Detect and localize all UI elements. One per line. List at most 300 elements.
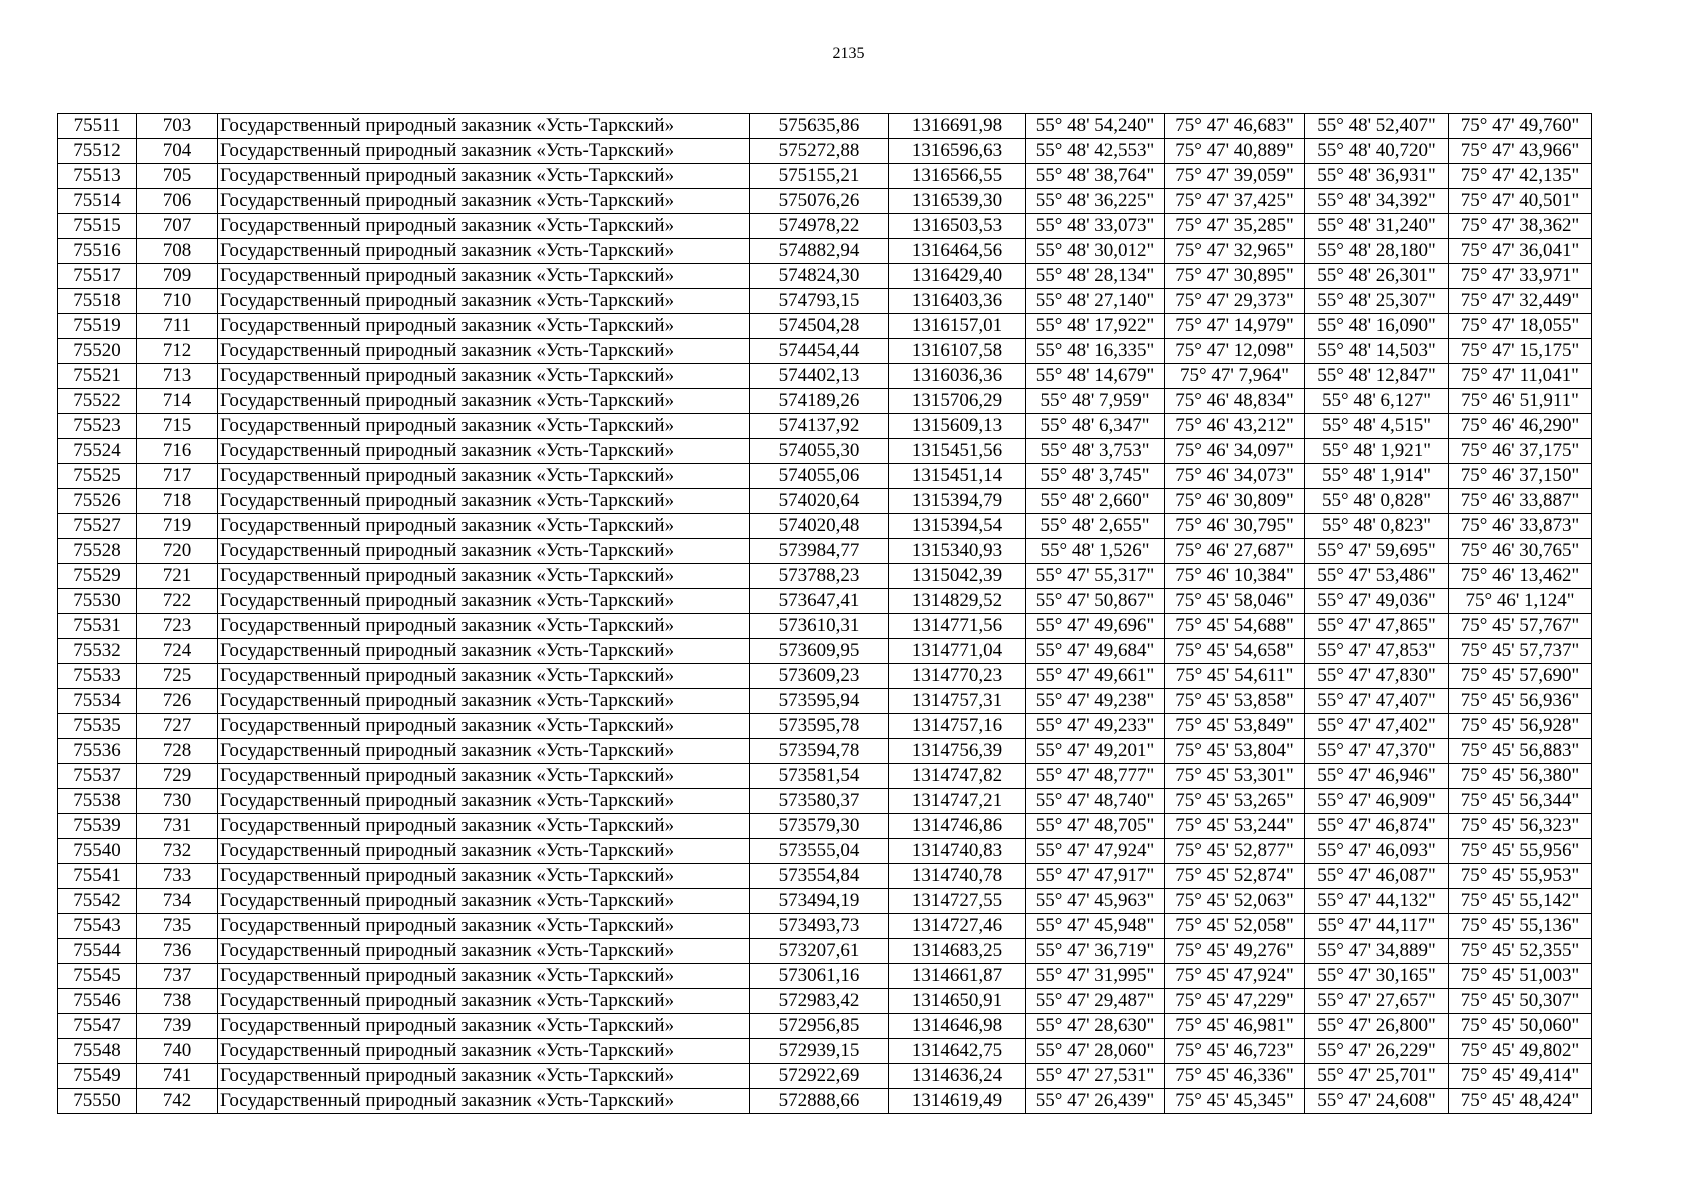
object-name-cell: Государственный природный заказник «Усть-Таркский» — [218, 339, 750, 364]
latitude-1-cell: 55° 47' 45,948" — [1026, 914, 1165, 939]
point-number-cell: 711 — [137, 314, 218, 339]
coordinate-y-cell: 1314757,16 — [889, 714, 1026, 739]
object-name-cell: Государственный природный заказник «Усть-Таркский» — [218, 139, 750, 164]
record-number-cell: 75549 — [58, 1064, 137, 1089]
latitude-2-cell: 55° 47' 24,608" — [1305, 1089, 1449, 1114]
longitude-2-cell: 75° 47' 18,055" — [1449, 314, 1592, 339]
longitude-1-cell: 75° 47' 12,098" — [1165, 339, 1305, 364]
table-row — [58, 514, 1592, 539]
table-row — [58, 664, 1592, 689]
longitude-1-cell: 75° 45' 47,229" — [1165, 989, 1305, 1014]
latitude-1-cell: 55° 48' 27,140" — [1026, 289, 1165, 314]
latitude-2-cell: 55° 48' 12,847" — [1305, 364, 1449, 389]
point-number-cell: 715 — [137, 414, 218, 439]
table-row — [58, 814, 1592, 839]
object-name-cell: Государственный природный заказник «Усть-Таркский» — [218, 739, 750, 764]
point-number-cell: 737 — [137, 964, 218, 989]
latitude-2-cell: 55° 48' 34,392" — [1305, 189, 1449, 214]
coordinate-y-cell: 1314771,04 — [889, 639, 1026, 664]
latitude-1-cell: 55° 47' 27,531" — [1026, 1064, 1165, 1089]
longitude-2-cell: 75° 45' 56,323" — [1449, 814, 1592, 839]
point-number-cell: 729 — [137, 764, 218, 789]
coordinate-x-cell: 574055,06 — [750, 464, 889, 489]
latitude-1-cell: 55° 47' 29,487" — [1026, 989, 1165, 1014]
record-number-cell: 75541 — [58, 864, 137, 889]
longitude-1-cell: 75° 47' 39,059" — [1165, 164, 1305, 189]
object-name-cell: Государственный природный заказник «Усть-Таркский» — [218, 964, 750, 989]
record-number-cell: 75522 — [58, 389, 137, 414]
record-number-cell: 75524 — [58, 439, 137, 464]
coordinate-y-cell: 1315609,13 — [889, 414, 1026, 439]
point-number-cell: 725 — [137, 664, 218, 689]
longitude-1-cell: 75° 47' 40,889" — [1165, 139, 1305, 164]
latitude-1-cell: 55° 47' 26,439" — [1026, 1089, 1165, 1114]
latitude-2-cell: 55° 47' 26,800" — [1305, 1014, 1449, 1039]
latitude-2-cell: 55° 47' 44,117" — [1305, 914, 1449, 939]
coordinate-y-cell: 1314771,56 — [889, 614, 1026, 639]
record-number-cell: 75513 — [58, 164, 137, 189]
table-row — [58, 339, 1592, 364]
coordinate-x-cell: 573555,04 — [750, 839, 889, 864]
longitude-2-cell: 75° 47' 40,501" — [1449, 189, 1592, 214]
longitude-2-cell: 75° 45' 56,928" — [1449, 714, 1592, 739]
longitude-1-cell: 75° 45' 52,874" — [1165, 864, 1305, 889]
coordinate-y-cell: 1316539,30 — [889, 189, 1026, 214]
coordinate-y-cell: 1316157,01 — [889, 314, 1026, 339]
latitude-1-cell: 55° 48' 6,347" — [1026, 414, 1165, 439]
record-number-cell: 75539 — [58, 814, 137, 839]
longitude-1-cell: 75° 46' 10,384" — [1165, 564, 1305, 589]
point-number-cell: 710 — [137, 289, 218, 314]
record-number-cell: 75547 — [58, 1014, 137, 1039]
coordinate-y-cell: 1315394,54 — [889, 514, 1026, 539]
table-row — [58, 614, 1592, 639]
latitude-1-cell: 55° 47' 48,777" — [1026, 764, 1165, 789]
coordinate-y-cell: 1314756,39 — [889, 739, 1026, 764]
object-name-cell: Государственный природный заказник «Усть-Таркский» — [218, 389, 750, 414]
point-number-cell: 722 — [137, 589, 218, 614]
coordinate-x-cell: 573493,73 — [750, 914, 889, 939]
table-row — [58, 264, 1592, 289]
longitude-2-cell: 75° 46' 51,911" — [1449, 389, 1592, 414]
record-number-cell: 75544 — [58, 939, 137, 964]
coordinate-y-cell: 1315451,56 — [889, 439, 1026, 464]
coordinate-y-cell: 1314746,86 — [889, 814, 1026, 839]
longitude-1-cell: 75° 47' 30,895" — [1165, 264, 1305, 289]
latitude-2-cell: 55° 47' 47,407" — [1305, 689, 1449, 714]
object-name-cell: Государственный природный заказник «Усть-Таркский» — [218, 489, 750, 514]
coordinate-y-cell: 1314770,23 — [889, 664, 1026, 689]
point-number-cell: 726 — [137, 689, 218, 714]
longitude-1-cell: 75° 47' 35,285" — [1165, 214, 1305, 239]
longitude-1-cell: 75° 45' 52,058" — [1165, 914, 1305, 939]
latitude-2-cell: 55° 47' 47,370" — [1305, 739, 1449, 764]
coordinate-x-cell: 574055,30 — [750, 439, 889, 464]
latitude-1-cell: 55° 47' 49,661" — [1026, 664, 1165, 689]
object-name-cell: Государственный природный заказник «Усть-Таркский» — [218, 789, 750, 814]
table-row — [58, 1064, 1592, 1089]
coordinate-x-cell: 574793,15 — [750, 289, 889, 314]
latitude-1-cell: 55° 48' 30,012" — [1026, 239, 1165, 264]
coordinate-x-cell: 574020,64 — [750, 489, 889, 514]
coordinate-x-cell: 573595,94 — [750, 689, 889, 714]
coordinate-x-cell: 573788,23 — [750, 564, 889, 589]
coordinate-x-cell: 573207,61 — [750, 939, 889, 964]
table-row — [58, 364, 1592, 389]
longitude-2-cell: 75° 45' 56,883" — [1449, 739, 1592, 764]
table-row — [58, 789, 1592, 814]
table-row — [58, 1014, 1592, 1039]
point-number-cell: 724 — [137, 639, 218, 664]
table-row — [58, 639, 1592, 664]
longitude-2-cell: 75° 45' 55,142" — [1449, 889, 1592, 914]
longitude-2-cell: 75° 47' 11,041" — [1449, 364, 1592, 389]
object-name-cell: Государственный природный заказник «Усть-Таркский» — [218, 164, 750, 189]
point-number-cell: 739 — [137, 1014, 218, 1039]
record-number-cell: 75529 — [58, 564, 137, 589]
longitude-1-cell: 75° 45' 54,688" — [1165, 614, 1305, 639]
object-name-cell: Государственный природный заказник «Усть-Таркский» — [218, 364, 750, 389]
object-name-cell: Государственный природный заказник «Усть-Таркский» — [218, 289, 750, 314]
longitude-2-cell: 75° 47' 33,971" — [1449, 264, 1592, 289]
table-row — [58, 464, 1592, 489]
coordinate-y-cell: 1316036,36 — [889, 364, 1026, 389]
longitude-1-cell: 75° 45' 53,265" — [1165, 789, 1305, 814]
record-number-cell: 75532 — [58, 639, 137, 664]
coordinate-x-cell: 572983,42 — [750, 989, 889, 1014]
coordinate-x-cell: 573609,23 — [750, 664, 889, 689]
longitude-1-cell: 75° 46' 34,073" — [1165, 464, 1305, 489]
table-row — [58, 489, 1592, 514]
latitude-2-cell: 55° 47' 59,695" — [1305, 539, 1449, 564]
longitude-2-cell: 75° 46' 13,462" — [1449, 564, 1592, 589]
table-row — [58, 689, 1592, 714]
coordinate-y-cell: 1316691,98 — [889, 114, 1026, 139]
latitude-1-cell: 55° 47' 28,630" — [1026, 1014, 1165, 1039]
longitude-2-cell: 75° 45' 48,424" — [1449, 1089, 1592, 1114]
latitude-1-cell: 55° 48' 2,660" — [1026, 489, 1165, 514]
coordinate-x-cell: 573579,30 — [750, 814, 889, 839]
coordinate-y-cell: 1315451,14 — [889, 464, 1026, 489]
point-number-cell: 719 — [137, 514, 218, 539]
coordinate-x-cell: 575155,21 — [750, 164, 889, 189]
coordinate-y-cell: 1314727,55 — [889, 889, 1026, 914]
latitude-2-cell: 55° 47' 46,946" — [1305, 764, 1449, 789]
coordinate-x-cell: 573609,95 — [750, 639, 889, 664]
record-number-cell: 75526 — [58, 489, 137, 514]
longitude-1-cell: 75° 47' 14,979" — [1165, 314, 1305, 339]
latitude-2-cell: 55° 48' 4,515" — [1305, 414, 1449, 439]
longitude-1-cell: 75° 45' 58,046" — [1165, 589, 1305, 614]
coordinate-x-cell: 574137,92 — [750, 414, 889, 439]
longitude-2-cell: 75° 46' 33,873" — [1449, 514, 1592, 539]
coordinate-x-cell: 574824,30 — [750, 264, 889, 289]
latitude-1-cell: 55° 47' 49,201" — [1026, 739, 1165, 764]
table-row — [58, 889, 1592, 914]
point-number-cell: 709 — [137, 264, 218, 289]
point-number-cell: 740 — [137, 1039, 218, 1064]
latitude-2-cell: 55° 47' 47,865" — [1305, 614, 1449, 639]
latitude-1-cell: 55° 47' 48,740" — [1026, 789, 1165, 814]
latitude-2-cell: 55° 48' 36,931" — [1305, 164, 1449, 189]
table-row — [58, 564, 1592, 589]
table-row — [58, 839, 1592, 864]
latitude-1-cell: 55° 48' 3,745" — [1026, 464, 1165, 489]
latitude-2-cell: 55° 48' 28,180" — [1305, 239, 1449, 264]
point-number-cell: 727 — [137, 714, 218, 739]
coordinate-y-cell: 1315394,79 — [889, 489, 1026, 514]
point-number-cell: 707 — [137, 214, 218, 239]
latitude-2-cell: 55° 47' 46,087" — [1305, 864, 1449, 889]
table-row — [58, 964, 1592, 989]
record-number-cell: 75545 — [58, 964, 137, 989]
longitude-2-cell: 75° 45' 55,956" — [1449, 839, 1592, 864]
record-number-cell: 75523 — [58, 414, 137, 439]
longitude-2-cell: 75° 45' 55,136" — [1449, 914, 1592, 939]
point-number-cell: 708 — [137, 239, 218, 264]
table-row — [58, 714, 1592, 739]
coordinate-y-cell: 1316429,40 — [889, 264, 1026, 289]
object-name-cell: Государственный природный заказник «Усть-Таркский» — [218, 1014, 750, 1039]
latitude-2-cell: 55° 48' 52,407" — [1305, 114, 1449, 139]
latitude-1-cell: 55° 47' 49,684" — [1026, 639, 1165, 664]
record-number-cell: 75546 — [58, 989, 137, 1014]
latitude-1-cell: 55° 47' 49,696" — [1026, 614, 1165, 639]
longitude-1-cell: 75° 46' 27,687" — [1165, 539, 1305, 564]
coordinate-y-cell: 1315042,39 — [889, 564, 1026, 589]
table-row — [58, 589, 1592, 614]
object-name-cell: Государственный природный заказник «Усть-Таркский» — [218, 539, 750, 564]
table-row — [58, 189, 1592, 214]
latitude-2-cell: 55° 47' 46,874" — [1305, 814, 1449, 839]
latitude-1-cell: 55° 48' 42,553" — [1026, 139, 1165, 164]
point-number-cell: 705 — [137, 164, 218, 189]
longitude-2-cell: 75° 47' 36,041" — [1449, 239, 1592, 264]
object-name-cell: Государственный природный заказник «Усть-Таркский» — [218, 189, 750, 214]
table-row — [58, 739, 1592, 764]
latitude-1-cell: 55° 48' 3,753" — [1026, 439, 1165, 464]
latitude-1-cell: 55° 47' 31,995" — [1026, 964, 1165, 989]
latitude-1-cell: 55° 48' 36,225" — [1026, 189, 1165, 214]
point-number-cell: 716 — [137, 439, 218, 464]
longitude-2-cell: 75° 46' 37,175" — [1449, 439, 1592, 464]
latitude-2-cell: 55° 48' 31,240" — [1305, 214, 1449, 239]
longitude-1-cell: 75° 47' 32,965" — [1165, 239, 1305, 264]
table-row — [58, 539, 1592, 564]
coordinate-x-cell: 573647,41 — [750, 589, 889, 614]
coordinate-y-cell: 1314740,83 — [889, 839, 1026, 864]
longitude-2-cell: 75° 45' 57,737" — [1449, 639, 1592, 664]
longitude-2-cell: 75° 46' 30,765" — [1449, 539, 1592, 564]
point-number-cell: 738 — [137, 989, 218, 1014]
record-number-cell: 75528 — [58, 539, 137, 564]
page-number: 2135 — [832, 45, 865, 62]
latitude-2-cell: 55° 47' 25,701" — [1305, 1064, 1449, 1089]
latitude-1-cell: 55° 47' 28,060" — [1026, 1039, 1165, 1064]
point-number-cell: 718 — [137, 489, 218, 514]
latitude-2-cell: 55° 48' 1,914" — [1305, 464, 1449, 489]
record-number-cell: 75538 — [58, 789, 137, 814]
coordinate-y-cell: 1314747,82 — [889, 764, 1026, 789]
latitude-2-cell: 55° 48' 0,828" — [1305, 489, 1449, 514]
table-row — [58, 389, 1592, 414]
coordinates-table — [57, 113, 1592, 1114]
coordinate-y-cell: 1315340,93 — [889, 539, 1026, 564]
longitude-2-cell: 75° 47' 49,760" — [1449, 114, 1592, 139]
longitude-2-cell: 75° 45' 56,344" — [1449, 789, 1592, 814]
record-number-cell: 75512 — [58, 139, 137, 164]
latitude-1-cell: 55° 47' 55,317" — [1026, 564, 1165, 589]
coordinate-x-cell: 573984,77 — [750, 539, 889, 564]
coordinate-x-cell: 572888,66 — [750, 1089, 889, 1114]
coordinate-y-cell: 1314829,52 — [889, 589, 1026, 614]
coordinate-x-cell: 574020,48 — [750, 514, 889, 539]
point-number-cell: 712 — [137, 339, 218, 364]
longitude-2-cell: 75° 45' 55,953" — [1449, 864, 1592, 889]
object-name-cell: Государственный природный заказник «Усть-Таркский» — [218, 714, 750, 739]
record-number-cell: 75543 — [58, 914, 137, 939]
object-name-cell: Государственный природный заказник «Усть-Таркский» — [218, 614, 750, 639]
coordinate-x-cell: 573580,37 — [750, 789, 889, 814]
table-body — [58, 114, 1592, 1114]
point-number-cell: 704 — [137, 139, 218, 164]
coordinate-y-cell: 1314740,78 — [889, 864, 1026, 889]
longitude-2-cell: 75° 45' 57,767" — [1449, 614, 1592, 639]
object-name-cell: Государственный природный заказник «Усть-Таркский» — [218, 989, 750, 1014]
latitude-1-cell: 55° 47' 49,238" — [1026, 689, 1165, 714]
table-row — [58, 139, 1592, 164]
latitude-2-cell: 55° 47' 53,486" — [1305, 564, 1449, 589]
object-name-cell: Государственный природный заказник «Усть-Таркский» — [218, 239, 750, 264]
coordinate-y-cell: 1314642,75 — [889, 1039, 1026, 1064]
latitude-2-cell: 55° 47' 26,229" — [1305, 1039, 1449, 1064]
longitude-1-cell: 75° 47' 29,373" — [1165, 289, 1305, 314]
coordinate-x-cell: 575076,26 — [750, 189, 889, 214]
object-name-cell: Государственный природный заказник «Усть-Таркский» — [218, 1089, 750, 1114]
point-number-cell: 717 — [137, 464, 218, 489]
latitude-1-cell: 55° 47' 47,917" — [1026, 864, 1165, 889]
latitude-2-cell: 55° 48' 16,090" — [1305, 314, 1449, 339]
coordinate-y-cell: 1314636,24 — [889, 1064, 1026, 1089]
point-number-cell: 731 — [137, 814, 218, 839]
longitude-2-cell: 75° 47' 15,175" — [1449, 339, 1592, 364]
object-name-cell: Государственный природный заказник «Усть-Таркский» — [218, 864, 750, 889]
longitude-1-cell: 75° 45' 53,849" — [1165, 714, 1305, 739]
record-number-cell: 75540 — [58, 839, 137, 864]
point-number-cell: 732 — [137, 839, 218, 864]
coordinate-x-cell: 573595,78 — [750, 714, 889, 739]
table-row — [58, 289, 1592, 314]
longitude-1-cell: 75° 45' 46,723" — [1165, 1039, 1305, 1064]
latitude-1-cell: 55° 47' 48,705" — [1026, 814, 1165, 839]
latitude-2-cell: 55° 47' 44,132" — [1305, 889, 1449, 914]
record-number-cell: 75536 — [58, 739, 137, 764]
point-number-cell: 733 — [137, 864, 218, 889]
table-row — [58, 164, 1592, 189]
object-name-cell: Государственный природный заказник «Усть-Таркский» — [218, 114, 750, 139]
point-number-cell: 714 — [137, 389, 218, 414]
coordinate-y-cell: 1316503,53 — [889, 214, 1026, 239]
table-row — [58, 314, 1592, 339]
record-number-cell: 75521 — [58, 364, 137, 389]
coordinate-x-cell: 574402,13 — [750, 364, 889, 389]
coordinate-y-cell: 1314619,49 — [889, 1089, 1026, 1114]
longitude-1-cell: 75° 45' 54,611" — [1165, 664, 1305, 689]
latitude-1-cell: 55° 47' 49,233" — [1026, 714, 1165, 739]
object-name-cell: Государственный природный заказник «Усть-Таркский» — [218, 889, 750, 914]
table-row — [58, 1039, 1592, 1064]
coordinate-y-cell: 1316464,56 — [889, 239, 1026, 264]
latitude-2-cell: 55° 48' 0,823" — [1305, 514, 1449, 539]
longitude-1-cell: 75° 45' 52,877" — [1165, 839, 1305, 864]
point-number-cell: 736 — [137, 939, 218, 964]
longitude-2-cell: 75° 47' 43,966" — [1449, 139, 1592, 164]
object-name-cell: Государственный природный заказник «Усть-Таркский» — [218, 764, 750, 789]
latitude-2-cell: 55° 47' 27,657" — [1305, 989, 1449, 1014]
longitude-1-cell: 75° 46' 30,809" — [1165, 489, 1305, 514]
table-row — [58, 864, 1592, 889]
latitude-1-cell: 55° 48' 28,134" — [1026, 264, 1165, 289]
longitude-1-cell: 75° 47' 46,683" — [1165, 114, 1305, 139]
latitude-2-cell: 55° 47' 46,909" — [1305, 789, 1449, 814]
coordinate-x-cell: 572956,85 — [750, 1014, 889, 1039]
object-name-cell: Государственный природный заказник «Усть-Таркский» — [218, 439, 750, 464]
object-name-cell: Государственный природный заказник «Усть-Таркский» — [218, 564, 750, 589]
longitude-1-cell: 75° 46' 34,097" — [1165, 439, 1305, 464]
record-number-cell: 75542 — [58, 889, 137, 914]
object-name-cell: Государственный природный заказник «Усть-Таркский» — [218, 689, 750, 714]
longitude-1-cell: 75° 45' 53,804" — [1165, 739, 1305, 764]
latitude-2-cell: 55° 47' 47,402" — [1305, 714, 1449, 739]
latitude-1-cell: 55° 48' 7,959" — [1026, 389, 1165, 414]
latitude-1-cell: 55° 48' 33,073" — [1026, 214, 1165, 239]
latitude-1-cell: 55° 48' 54,240" — [1026, 114, 1165, 139]
point-number-cell: 721 — [137, 564, 218, 589]
coordinate-x-cell: 574454,44 — [750, 339, 889, 364]
coordinate-y-cell: 1316403,36 — [889, 289, 1026, 314]
coordinate-y-cell: 1316107,58 — [889, 339, 1026, 364]
longitude-1-cell: 75° 45' 54,658" — [1165, 639, 1305, 664]
coordinate-x-cell: 575272,88 — [750, 139, 889, 164]
coordinate-x-cell: 573494,19 — [750, 889, 889, 914]
latitude-2-cell: 55° 47' 30,165" — [1305, 964, 1449, 989]
longitude-2-cell: 75° 45' 57,690" — [1449, 664, 1592, 689]
coordinate-y-cell: 1315706,29 — [889, 389, 1026, 414]
coordinate-x-cell: 574882,94 — [750, 239, 889, 264]
table-row — [58, 114, 1592, 139]
object-name-cell: Государственный природный заказник «Усть-Таркский» — [218, 814, 750, 839]
longitude-1-cell: 75° 45' 49,276" — [1165, 939, 1305, 964]
point-number-cell: 735 — [137, 914, 218, 939]
longitude-1-cell: 75° 47' 7,964" — [1165, 364, 1305, 389]
latitude-2-cell: 55° 47' 46,093" — [1305, 839, 1449, 864]
longitude-2-cell: 75° 46' 33,887" — [1449, 489, 1592, 514]
object-name-cell: Государственный природный заказник «Усть-Таркский» — [218, 464, 750, 489]
record-number-cell: 75520 — [58, 339, 137, 364]
longitude-2-cell: 75° 47' 32,449" — [1449, 289, 1592, 314]
coordinate-y-cell: 1316566,55 — [889, 164, 1026, 189]
longitude-2-cell: 75° 45' 49,802" — [1449, 1039, 1592, 1064]
coordinate-y-cell: 1314747,21 — [889, 789, 1026, 814]
longitude-1-cell: 75° 46' 48,834" — [1165, 389, 1305, 414]
longitude-1-cell: 75° 45' 46,336" — [1165, 1064, 1305, 1089]
table-row — [58, 914, 1592, 939]
object-name-cell: Государственный природный заказник «Усть-Таркский» — [218, 414, 750, 439]
longitude-2-cell: 75° 46' 1,124" — [1449, 589, 1592, 614]
longitude-2-cell: 75° 45' 56,936" — [1449, 689, 1592, 714]
point-number-cell: 730 — [137, 789, 218, 814]
object-name-cell: Государственный природный заказник «Усть-Таркский» — [218, 1039, 750, 1064]
